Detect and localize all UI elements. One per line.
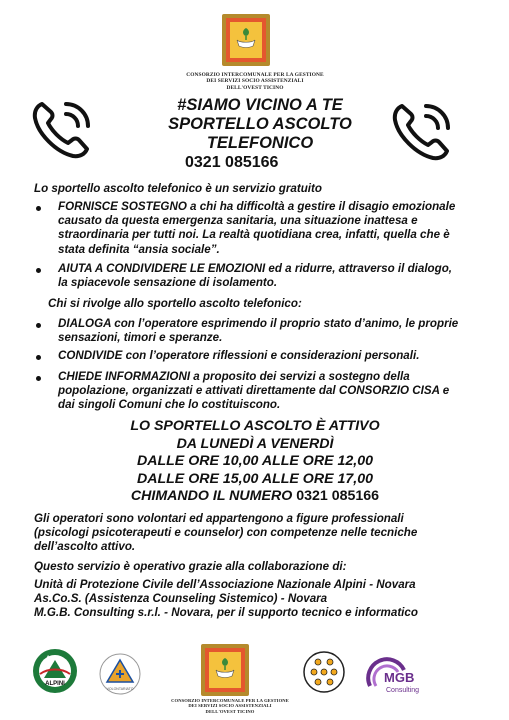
cisa-logo-footer	[201, 644, 249, 696]
bullet-dot	[36, 323, 41, 328]
ana-alpini-logo	[32, 648, 78, 694]
phone-icon-left	[28, 96, 96, 164]
cisa-logo	[222, 14, 270, 66]
svg-text:Consulting: Consulting	[386, 687, 420, 694]
svg-text:ALPINI: ALPINI	[45, 681, 65, 687]
volunteers-text: Gli operatori sono volontari ed appartengono a figure professionali (psicologi psicoterapeuti e counselor) con competenze nelle tecniche dell’ascolto attivo.	[34, 512, 418, 554]
bullet-dot	[36, 355, 41, 360]
bullet-dot	[36, 376, 41, 381]
ascos-logo	[302, 650, 346, 694]
bullet-sostegno: FORNISCE SOSTEGNO a chi ha difficoltà a gestire il disagio emozionale causato da questa emergenza sanitaria, una situazione inattesa e straordinaria per tutti noi. La realtà quotidiana crea, infatti, quella che è stata definita “ansia sociale”.	[58, 200, 456, 256]
cisa-logo-footer-caption: CONSORZIO INTERCOMUNALE PER LA GESTIONE DEI SERVIZI SOCIO ASSISTENZIALI DELL'OVEST TICINO	[171, 698, 289, 714]
bullet-condividere: AIUTA A CONDIVIDERE LE EMOZIONI ed a ridurre, attraverso il dialogo, la spiacevole sensazione di isolamento.	[58, 262, 453, 290]
protezione-civile-logo	[98, 652, 142, 696]
schedule-block: LO SPORTELLO ASCOLTO È ATTIVO DA LUNEDÌ A VENERDÌ DALLE ORE 10,00 ALLE ORE 12,00 DALLE ORE 15,00 ALLE ORE 17,00 CHIMANDO IL NUMERO 0321 085166	[130, 418, 380, 504]
who-heading: Chi si rivolge allo sportello ascolto telefonico:	[48, 297, 302, 310]
bullet-chiede: CHIEDE INFORMAZIONI a proposito dei servizi a sostegno della popolazione, organizzati e attivati direttamente dal CONSORZIO CISA e dai singoli Comuni che lo costituiscono.	[58, 370, 450, 412]
hands-plant-icon	[236, 26, 256, 48]
title-phone-number: 0321 085166	[185, 154, 279, 171]
hands-plant-icon	[215, 656, 235, 678]
svg-text:MGB: MGB	[384, 670, 415, 685]
phone-icon-right	[388, 98, 456, 166]
svg-text:ANA: ANA	[46, 656, 59, 662]
cisa-logo-caption: CONSORZIO INTERCOMUNALE PER LA GESTIONE DEI SERVIZI SOCIO ASSISTENZIALI DELL'OVEST TICINO	[186, 72, 324, 91]
bullet-dot	[36, 206, 41, 211]
bullet-condivide: CONDIVIDE con l’operatore riflessioni e considerazioni personali.	[58, 349, 420, 362]
collaborators-list: Unità di Protezione Civile dell’Associazione Nazionale Alpini - Novara As.Co.S. (Assistenza Counseling Sistemico) - Novara M.G.B. Consulting s.r.l. - Novara, per il supporto tecnico e informatico	[34, 578, 418, 620]
mgb-consulting-logo	[364, 650, 424, 696]
main-title: #SIAMO VICINO A TE SPORTELLO ASCOLTO TELEFONICO	[168, 96, 352, 152]
bullet-dialoga: DIALOGA con l’operatore esprimendo il proprio stato d’animo, le proprie sensazioni, timori e speranze.	[58, 317, 459, 345]
bullet-dot	[36, 268, 41, 273]
collab-heading: Questo servizio è operativo grazie alla collaborazione di:	[34, 560, 347, 573]
schedule-phone-number: 0321 085166	[296, 488, 380, 504]
intro-text: Lo sportello ascolto telefonico è un servizio gratuito	[34, 182, 322, 195]
svg-text:VOLONTARIATO: VOLONTARIATO	[106, 687, 134, 691]
